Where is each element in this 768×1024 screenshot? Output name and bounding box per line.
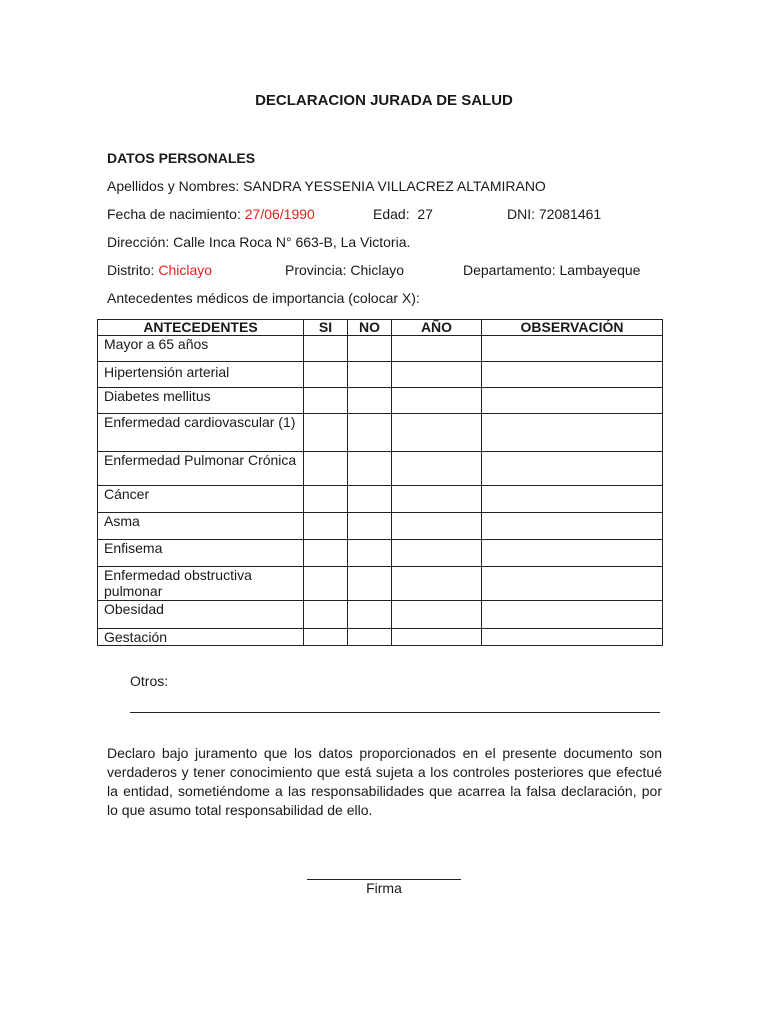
distrito-value: Chiclayo: [158, 262, 213, 278]
observacion-cell[interactable]: [482, 388, 663, 414]
si-cell[interactable]: [304, 513, 348, 540]
anio-cell[interactable]: [392, 388, 482, 414]
observacion-cell[interactable]: [482, 601, 663, 629]
departamento-label: Departamento:: [463, 262, 556, 278]
observacion-cell[interactable]: [482, 513, 663, 540]
dni-label: DNI:: [507, 206, 535, 222]
otros-label: Otros:: [130, 673, 169, 689]
header-no: NO: [348, 320, 392, 336]
antecedentes-table: [97, 319, 663, 646]
firma-label: Firma: [366, 880, 402, 896]
si-cell[interactable]: [304, 388, 348, 414]
si-cell[interactable]: [304, 452, 348, 486]
fecha-row: [107, 206, 315, 222]
dni-row: [507, 206, 601, 222]
no-cell[interactable]: [348, 388, 392, 414]
observacion-cell[interactable]: [482, 362, 663, 388]
no-cell[interactable]: [348, 629, 392, 646]
anio-cell[interactable]: [392, 567, 482, 601]
direccion-label: Dirección:: [107, 234, 170, 250]
row-label: Cáncer: [98, 486, 304, 513]
si-cell[interactable]: [304, 336, 348, 362]
observacion-cell[interactable]: [482, 452, 663, 486]
no-cell[interactable]: [348, 513, 392, 540]
table-row: [98, 452, 663, 486]
direccion-value: Calle Inca Roca N° 663-B, La Victoria.: [173, 234, 411, 250]
si-cell[interactable]: [304, 540, 348, 567]
si-cell[interactable]: [304, 601, 348, 629]
document-title: DECLARACION JURADA DE SALUD: [255, 92, 513, 109]
row-label: Enfermedad cardiovascular (1): [98, 414, 304, 452]
table-row: [98, 540, 663, 567]
no-cell[interactable]: [348, 414, 392, 452]
nombres-value: SANDRA YESSENIA VILLACREZ ALTAMIRANO: [243, 178, 546, 194]
nombres-row: [107, 178, 546, 194]
otros-line[interactable]: [130, 712, 660, 713]
observacion-cell[interactable]: [482, 414, 663, 452]
table-row: [98, 414, 663, 452]
section-title: DATOS PERSONALES: [107, 150, 256, 166]
nombres-label: Apellidos y Nombres:: [107, 178, 240, 194]
header-observacion: OBSERVACIÓN: [482, 320, 663, 336]
header-anio: AÑO: [392, 320, 482, 336]
edad-value: 27: [417, 206, 433, 222]
anio-cell[interactable]: [392, 452, 482, 486]
si-cell[interactable]: [304, 414, 348, 452]
edad-label: Edad:: [373, 206, 410, 222]
si-cell[interactable]: [304, 486, 348, 513]
departamento-value: Lambayeque: [559, 262, 641, 278]
header-antecedentes: ANTECEDENTES: [98, 320, 304, 336]
table-row: [98, 388, 663, 414]
row-label: Enfermedad obstructiva pulmonar: [98, 567, 304, 601]
antecedentes-intro: Antecedentes médicos de importancia (colocar X):: [107, 290, 420, 306]
row-label: Mayor a 65 años: [98, 336, 304, 362]
anio-cell[interactable]: [392, 336, 482, 362]
declaration-text: Declaro bajo juramento que los datos proporcionados en el presente documento son verdaderos y tener conocimiento que está sujeta a los controles posteriores que efectué la entidad, sometiéndome a las responsabilidades que acarrea la falsa declaración, por lo que asumo total responsabilidad de ello.: [107, 745, 662, 818]
no-cell[interactable]: [348, 486, 392, 513]
table-row: [98, 362, 663, 388]
no-cell[interactable]: [348, 601, 392, 629]
departamento-row: [463, 262, 640, 278]
row-label: Obesidad: [98, 601, 304, 629]
si-cell[interactable]: [304, 629, 348, 646]
table-row: [98, 601, 663, 629]
row-label: Hipertensión arterial: [98, 362, 304, 388]
header-si: SI: [304, 320, 348, 336]
anio-cell[interactable]: [392, 362, 482, 388]
row-label: Enfermedad Pulmonar Crónica: [98, 452, 304, 486]
si-cell[interactable]: [304, 567, 348, 601]
provincia-value: Chiclayo: [350, 262, 405, 278]
row-label: Diabetes mellitus: [98, 388, 304, 414]
anio-cell[interactable]: [392, 513, 482, 540]
table-row: [98, 567, 663, 601]
table-row: [98, 336, 663, 362]
table-row: [98, 513, 663, 540]
anio-cell[interactable]: [392, 601, 482, 629]
anio-cell[interactable]: [392, 486, 482, 513]
provincia-label: Provincia:: [285, 262, 347, 278]
provincia-row: [285, 262, 404, 278]
table-header-row: [98, 320, 663, 336]
anio-cell[interactable]: [392, 540, 482, 567]
anio-cell[interactable]: [392, 629, 482, 646]
anio-cell[interactable]: [392, 414, 482, 452]
table-row: [98, 486, 663, 513]
observacion-cell[interactable]: [482, 540, 663, 567]
observacion-cell[interactable]: [482, 567, 663, 601]
dni-value: 72081461: [538, 206, 602, 222]
edad-row: [373, 206, 433, 222]
no-cell[interactable]: [348, 567, 392, 601]
table-row: [98, 629, 663, 646]
direccion-row: [107, 234, 410, 250]
no-cell[interactable]: [348, 452, 392, 486]
fecha-label: Fecha de nacimiento:: [107, 206, 241, 222]
row-label: Asma: [98, 513, 304, 540]
fecha-value: 27/06/1990: [244, 206, 315, 222]
no-cell[interactable]: [348, 362, 392, 388]
no-cell[interactable]: [348, 336, 392, 362]
no-cell[interactable]: [348, 540, 392, 567]
observacion-cell[interactable]: [482, 629, 663, 646]
observacion-cell[interactable]: [482, 486, 663, 513]
distrito-row: [107, 262, 212, 278]
row-label: Enfisema: [98, 540, 304, 567]
si-cell[interactable]: [304, 362, 348, 388]
row-label: Gestación: [98, 629, 304, 646]
observacion-cell[interactable]: [482, 336, 663, 362]
distrito-label: Distrito:: [107, 262, 155, 278]
